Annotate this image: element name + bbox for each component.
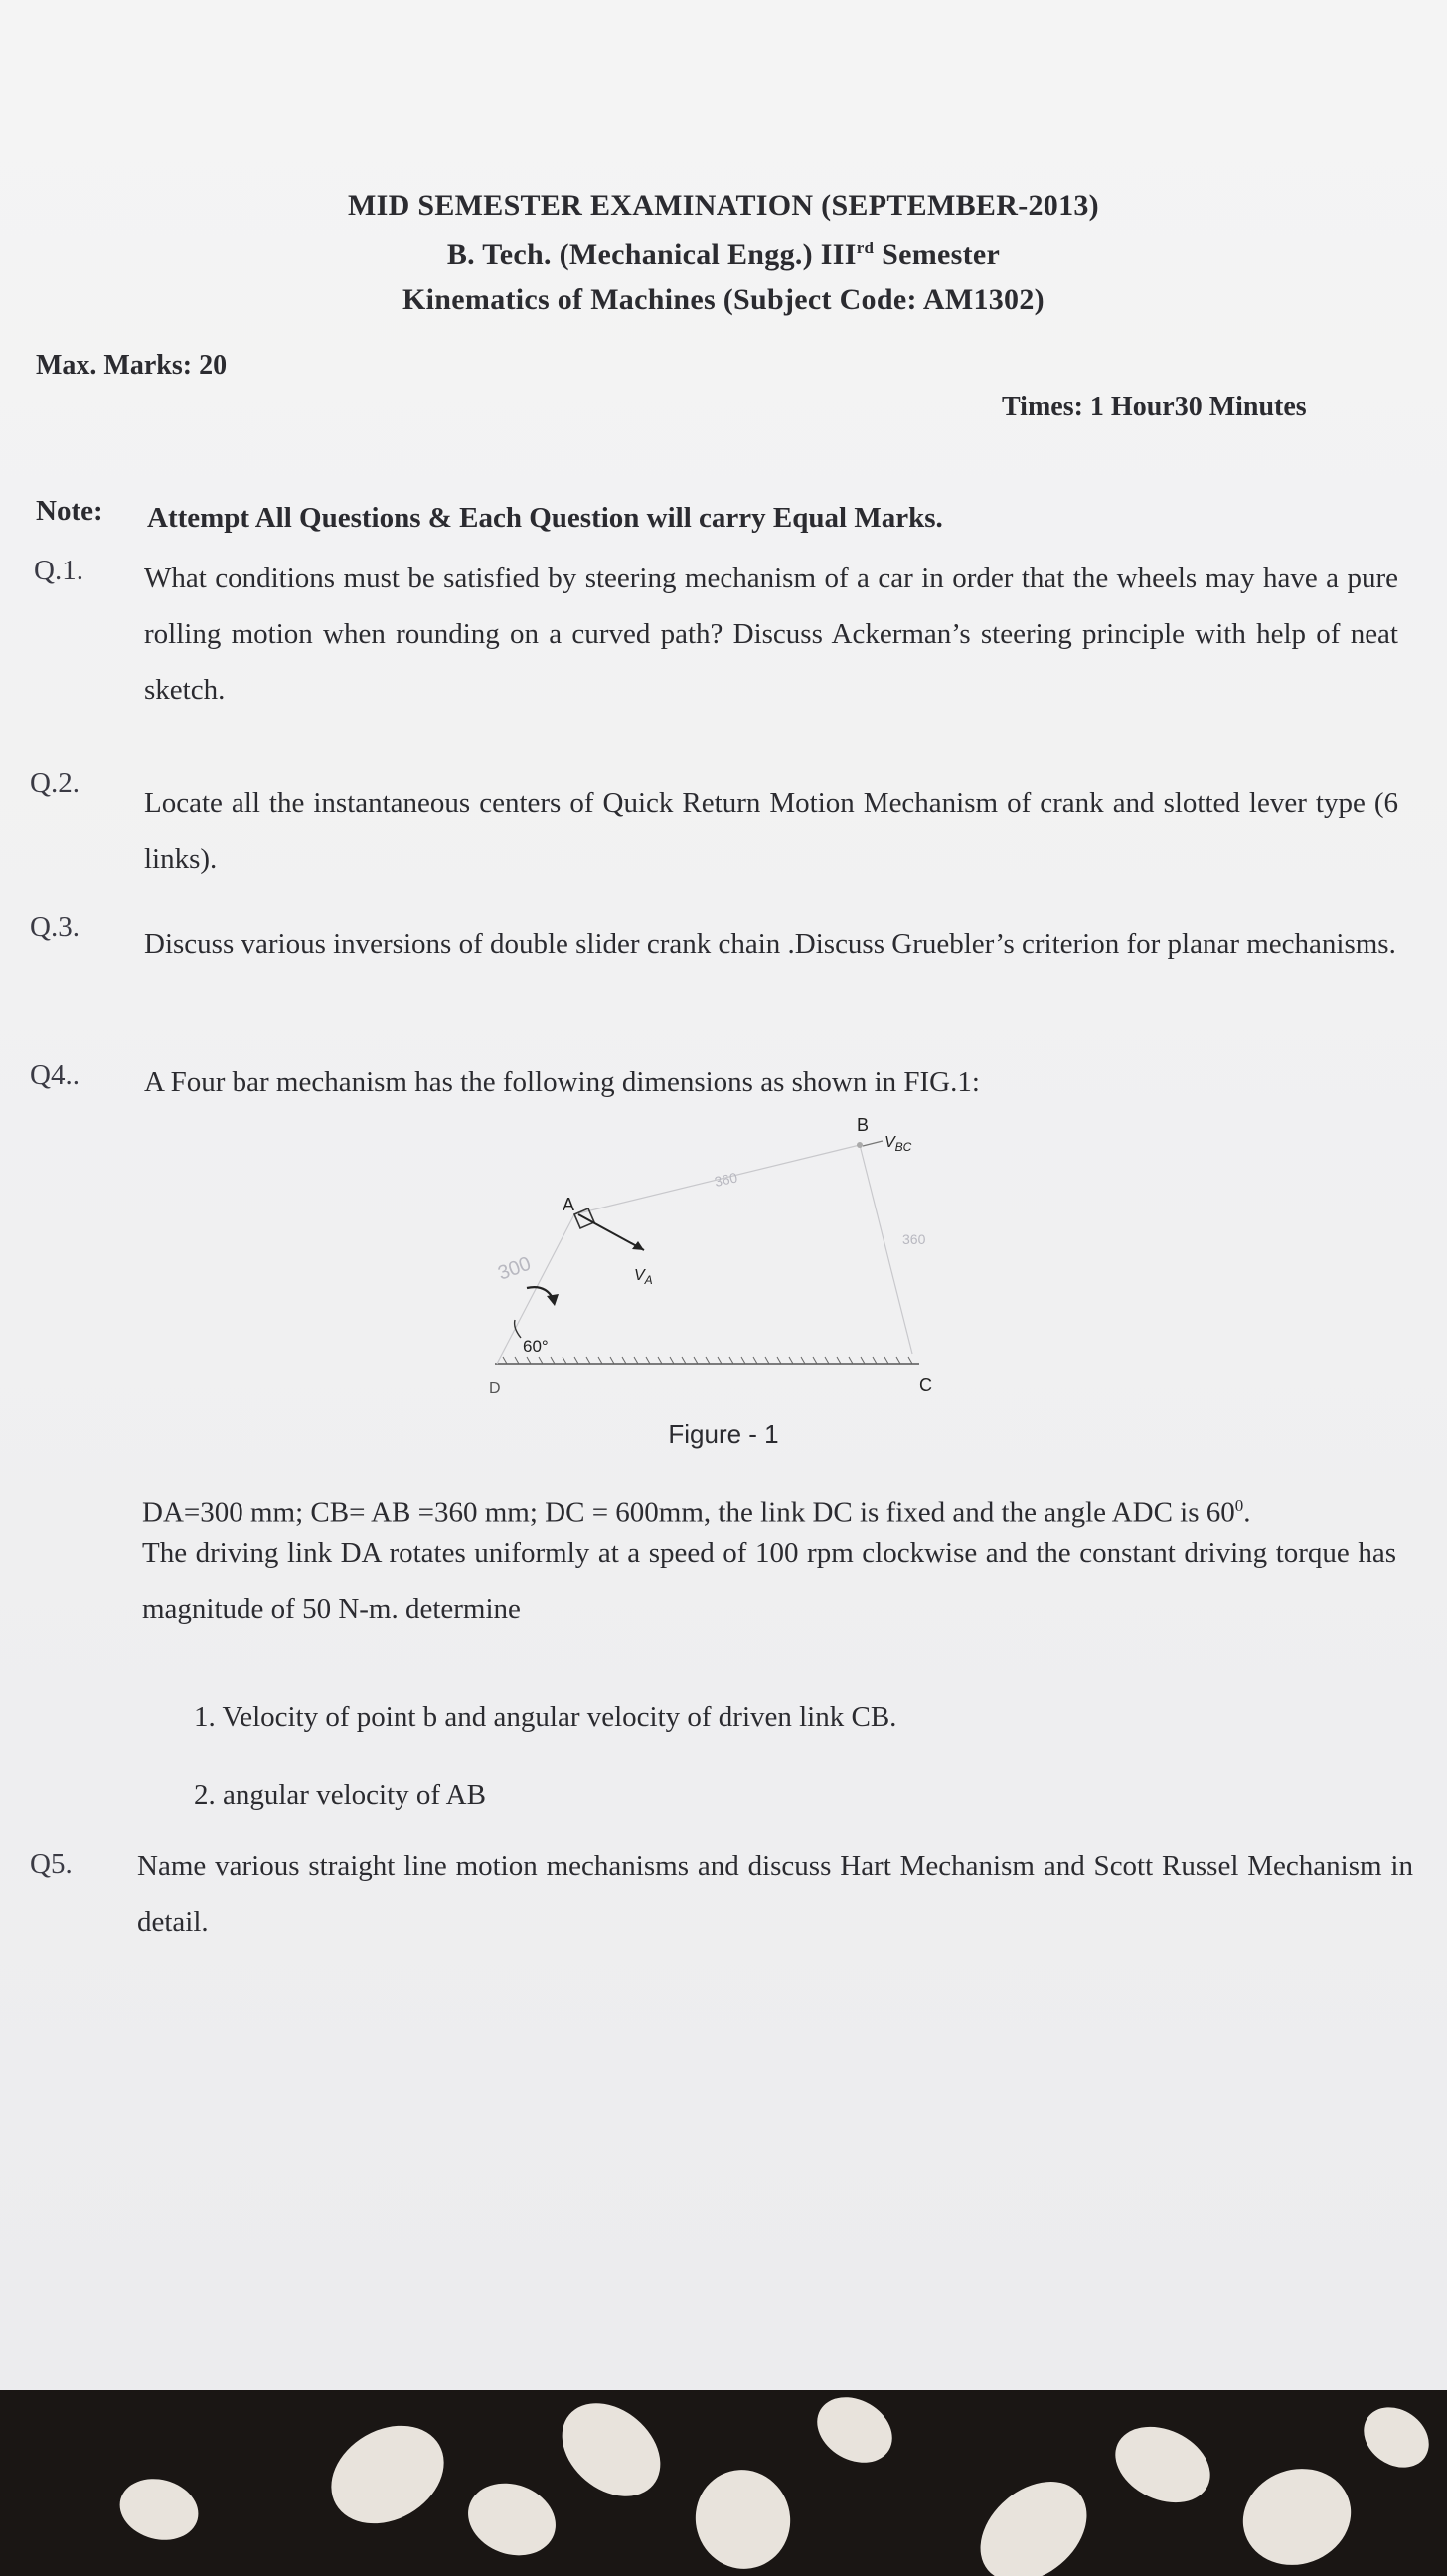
question-text-1: What conditions must be satisfied by steering mechanism of a car in order that the wheels may have a pure rolling motion when rounding on a curved path? Discuss Ackerman’s steering principle with help of neat sketch. bbox=[144, 563, 1398, 706]
question-text-2: Locate all the instantaneous centers of Quick Return Motion Mechanism of crank and slotted lever type (6 links). bbox=[144, 787, 1398, 875]
label-length-cb: 360 bbox=[902, 1231, 926, 1247]
label-length-da: 300 bbox=[495, 1252, 535, 1285]
q4-item-2: 2. angular velocity of AB bbox=[194, 1779, 486, 1811]
q4-degree-sup: 0 bbox=[1234, 1496, 1244, 1515]
label-d: D bbox=[489, 1380, 501, 1397]
link-cb bbox=[860, 1145, 912, 1354]
fabric-pattern bbox=[961, 2461, 1107, 2576]
q4-dimensions-main: DA=300 mm; CB= AB =360 mm; DC = 600mm, the link DC is fixed and the angle ADC is 60 bbox=[142, 1496, 1235, 1529]
velocity-vbc-arrow bbox=[863, 1141, 883, 1146]
question-number-5: Q5. bbox=[30, 1849, 73, 1880]
label-c: C bbox=[919, 1375, 932, 1395]
question-number-1: Q.1. bbox=[34, 555, 83, 586]
label-angle: 60° bbox=[523, 1337, 549, 1356]
fabric-pattern bbox=[1229, 2454, 1365, 2576]
fabric-pattern bbox=[544, 2390, 679, 2515]
ground-hatching bbox=[503, 1357, 912, 1364]
fabric-pattern bbox=[805, 2390, 903, 2476]
q4-dimensions-end: . bbox=[1243, 1496, 1251, 1529]
question-number-2: Q.2. bbox=[30, 767, 80, 799]
label-b: B bbox=[857, 1115, 870, 1135]
fabric-pattern bbox=[685, 2459, 802, 2576]
course-line bbox=[0, 239, 1447, 272]
q4-driving-link: The driving link DA rotates uniformly at a speed of 100 rpm clockwise and the constant driving torque has magnitude of 50 N-m. determine bbox=[142, 1537, 1396, 1625]
question-text-3: Discuss various inversions of double slider crank chain .Discuss Gruebler’s criterion for planar mechanisms. bbox=[144, 928, 1396, 960]
fabric-pattern bbox=[113, 2471, 206, 2549]
four-bar-mechanism-figure bbox=[467, 1103, 984, 1421]
question-text-5: Name various straight line motion mechanisms and discuss Hart Mechanism and Scott Russel Mechanism in detail. bbox=[137, 1851, 1413, 1938]
rotation-arrowhead bbox=[547, 1294, 559, 1306]
q4-item-1: 1. Velocity of point b and angular velocity of driven link CB. bbox=[194, 1701, 897, 1733]
fabric-pattern bbox=[1103, 2412, 1222, 2517]
exam-title: MID SEMESTER EXAMINATION (SEPTEMBER-2013) bbox=[348, 189, 1099, 222]
question-text-4: A Four bar mechanism has the following dimensions as shown in FIG.1: bbox=[144, 1066, 980, 1098]
course-sup: rd bbox=[856, 239, 875, 257]
max-marks: Max. Marks: 20 bbox=[36, 350, 228, 381]
pin-b bbox=[857, 1142, 863, 1148]
exam-time: Times: 1 Hour30 Minutes bbox=[1002, 392, 1307, 422]
course-name: B. Tech. (Mechanical Engg.) III bbox=[446, 239, 857, 271]
fabric-pattern bbox=[314, 2406, 462, 2543]
figure-caption: Figure - 1 bbox=[668, 1419, 779, 1449]
note-label: Note: bbox=[36, 495, 103, 527]
question-number-4: Q4.. bbox=[30, 1059, 80, 1091]
fabric-pattern bbox=[1353, 2395, 1441, 2480]
label-length-ab: 360 bbox=[713, 1169, 739, 1190]
background-fabric bbox=[0, 2390, 1447, 2576]
fabric-pattern bbox=[458, 2472, 566, 2568]
velocity-va-arrow bbox=[578, 1214, 644, 1250]
label-a: A bbox=[563, 1195, 575, 1214]
course-semester: Semester bbox=[874, 239, 1001, 271]
question-number-3: Q.3. bbox=[30, 911, 80, 943]
label-vbc: $V_{BC}$ bbox=[884, 1134, 912, 1154]
subject-line: Kinematics of Machines (Subject Code: AM1302) bbox=[402, 283, 1045, 316]
note-text: Attempt All Questions & Each Question will carry Equal Marks. bbox=[147, 502, 943, 534]
label-va: $V_A$ bbox=[634, 1267, 653, 1287]
